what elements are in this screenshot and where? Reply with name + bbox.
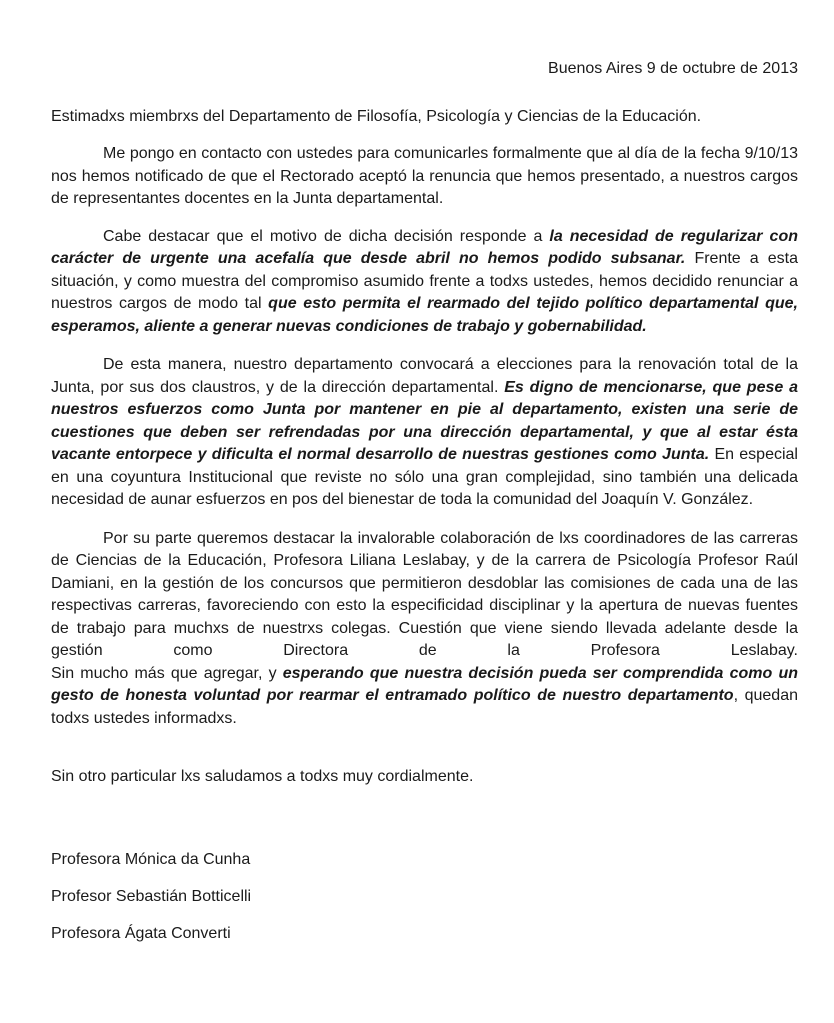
- paragraph-acknowledgement-text-1: Por su parte queremos destacar la invalorable colaboración de lxs coordinadores de las carreras de Ciencias de la Educación, Profesora Liliana Leslabay, y de la carrera de Psicología Profesor Raúl Damiani, en la gestión de los concursos que permitieron desdoblar las comisiones de cada una de las respectivas carreras, favoreciendo con esto la especificidad disciplinar y la apertura de nuevas fuentes de trabajo para muchxs de nuestrxs colegas. Cuestión que viene siendo llevada adelante desde la gestión como Directora de la Profesora Leslabay.: [51, 529, 798, 659]
- signature-name: Profesora Mónica da Cunha: [51, 851, 251, 868]
- letter-page: [51, 58, 798, 960]
- signature-list: [51, 849, 798, 960]
- paragraph-acknowledgement-text-2: Sin mucho más que agregar, y: [51, 664, 283, 682]
- paragraph-acknowledgement-emphasis: esperando que nuestra decisión pueda ser comprendida como un gesto de honesta voluntad por rearmar el entramado político de nuestro departamento: [51, 664, 798, 704]
- paragraph-elections-text-1: De esta manera, nuestro departamento convocará a elecciones para la renovación total de la Junta, por sus dos claustros, y de la dirección departamental.: [51, 356, 798, 396]
- paragraph-motive-text-2: Frente a esta situación, y como muestra del compromiso asumido frente a todxs ustedes, hemos decidido renunciar a nuestros cargos de modo tal: [51, 250, 799, 312]
- signature-name: Profesora Ágata Converti: [51, 925, 231, 942]
- paragraph-acknowledgement: [51, 528, 798, 731]
- signature-name: Profesor Sebastián Botticelli: [51, 888, 252, 905]
- paragraph-motive-emphasis-1: la necesidad de regularizar con carácter de urgente una acefalía que desde abril no hemos podido subsanar.: [51, 227, 798, 267]
- paragraph-notification: Me pongo en contacto con ustedes para comunicarles formalmente que al día de la fecha 9/10/13 nos hemos notificado de que el Rectorado aceptó la renuncia que hemos presentado, a nuestros cargos de representantes docentes en la Junta departamental.: [51, 145, 798, 207]
- letter-salutation: Estimadxs miembrxs del Departamento de Filosofía, Psicología y Ciencias de la Educación.: [51, 108, 702, 125]
- paragraph-elections-emphasis: Es digno de mencionarse, que pese a nuestros esfuerzos como Junta por mantener en pie al departamento, existen una serie de cuestiones que deben ser refrendadas por una dirección departamental, y que al estar ésta vacante entorpece y dificulta el normal desarrollo de nuestras gestiones como Junta.: [51, 378, 799, 463]
- letter-date: Buenos Aires 9 de octubre de 2013: [548, 60, 798, 77]
- paragraph-motive-text-1: Cabe destacar que el motivo de dicha decisión responde a: [103, 227, 550, 245]
- paragraph-elections: [51, 354, 798, 512]
- paragraph-motive-emphasis-2: que esto permita el rearmado del tejido político departamental que, esperamos, aliente a generar nuevas condiciones de trabajo y gobernabilidad.: [51, 295, 798, 335]
- paragraph-acknowledgement-text-3: , quedan todxs ustedes informadxs.: [51, 687, 799, 727]
- letter-closing: Sin otro particular lxs saludamos a todxs muy cordialmente.: [51, 768, 474, 785]
- paragraph-elections-text-2: En especial en una coyuntura Institucional que reviste no sólo una gran complejidad, sino también una delicada necesidad de aunar esfuerzos en pos del bienestar de toda la comunidad del Joaquín V. González.: [51, 446, 798, 508]
- paragraph-motive: [51, 226, 798, 339]
